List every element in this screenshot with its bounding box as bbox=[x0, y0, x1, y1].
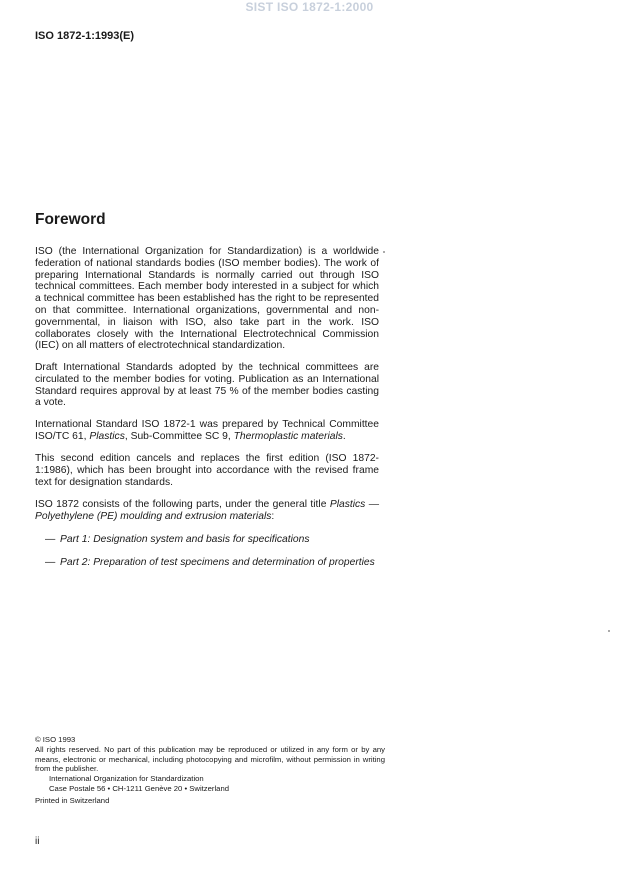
dash-bullet: — bbox=[45, 557, 56, 568]
scan-speck bbox=[608, 630, 610, 632]
paragraph-edition: This second edition cancels and replaces the first edition (ISO 1872-1:1986), which has been brought into accordance with the revised frame text for designation standards. bbox=[35, 453, 379, 488]
page-title: Foreword bbox=[35, 211, 106, 228]
organization-address bbox=[35, 774, 349, 793]
document-id: ISO 1872-1:1993(E) bbox=[35, 30, 135, 42]
dash-bullet: — bbox=[45, 534, 56, 545]
paragraph-parts-title: Plastics — Polyethylene (PE) moulding and extrusion materials bbox=[35, 499, 379, 522]
page-number: ii bbox=[35, 836, 40, 847]
paragraph-preparation-plastics: Plastics bbox=[89, 430, 125, 442]
list-item bbox=[45, 534, 380, 546]
watermark: SIST ISO 1872-1:2000 bbox=[245, 0, 374, 14]
paragraph-preparation-text-a: International Standard ISO 1872-1 was prepared by Technical Committee ISO/TC 61, bbox=[35, 419, 379, 442]
postal-address: Case Postale 56 • CH-1211 Genève 20 • Switzerland bbox=[49, 783, 230, 793]
paragraph-preparation-text-e: . bbox=[342, 430, 346, 442]
list-item-text: Part 2: Preparation of test specimens and determination of properties bbox=[60, 557, 375, 568]
paragraph-preparation-text-c: , Sub-Committee SC 9, bbox=[124, 430, 231, 442]
paragraph-preparation bbox=[35, 419, 379, 443]
paragraph-parts-text-c: : bbox=[271, 510, 275, 522]
paragraph-parts-text-a: ISO 1872 consists of the following parts, under the general title bbox=[35, 499, 327, 510]
organization-name: International Organization for Standardization bbox=[49, 774, 204, 783]
scan-speck bbox=[383, 251, 385, 253]
rights-statement: All rights reserved. No part of this publication may be reproduced or utilized in any form or by any means, electronic or mechanical, including photocopying and microfilm, without permission in writing from the publisher. bbox=[35, 745, 385, 774]
copyright-notice: © ISO 1993 bbox=[35, 735, 76, 744]
printed-in: Printed in Switzerland bbox=[35, 796, 110, 805]
list-item-text: Part 1: Designation system and basis for specifications bbox=[60, 534, 310, 545]
paragraph-draft-standards: Draft International Standards adopted by the technical committees are circulated to the member bodies for voting. Publication as an International Standard requires approval by at least 75 % of the member bodies casting a vote. bbox=[35, 362, 379, 409]
paragraph-parts bbox=[35, 499, 379, 523]
paragraph-preparation-thermoplastic: Thermoplastic materials bbox=[233, 430, 343, 442]
paragraph-iso-intro: ISO (the International Organization for Standardization) is a worldwide federation of national standards bodies (ISO member bodies). The work of preparing International Standards is normally carried out through ISO technical committees. Each member body interested in a subject for which a technical committee has been established has the right to be represented on that committee. International organizations, governmental and non-governmental, in liaison with ISO, also take part in the work. ISO collaborates closely with the International Electrotechnical Commission (IEC) on all matters of electrotechnical standardization. bbox=[35, 246, 379, 352]
list-item bbox=[45, 557, 380, 569]
